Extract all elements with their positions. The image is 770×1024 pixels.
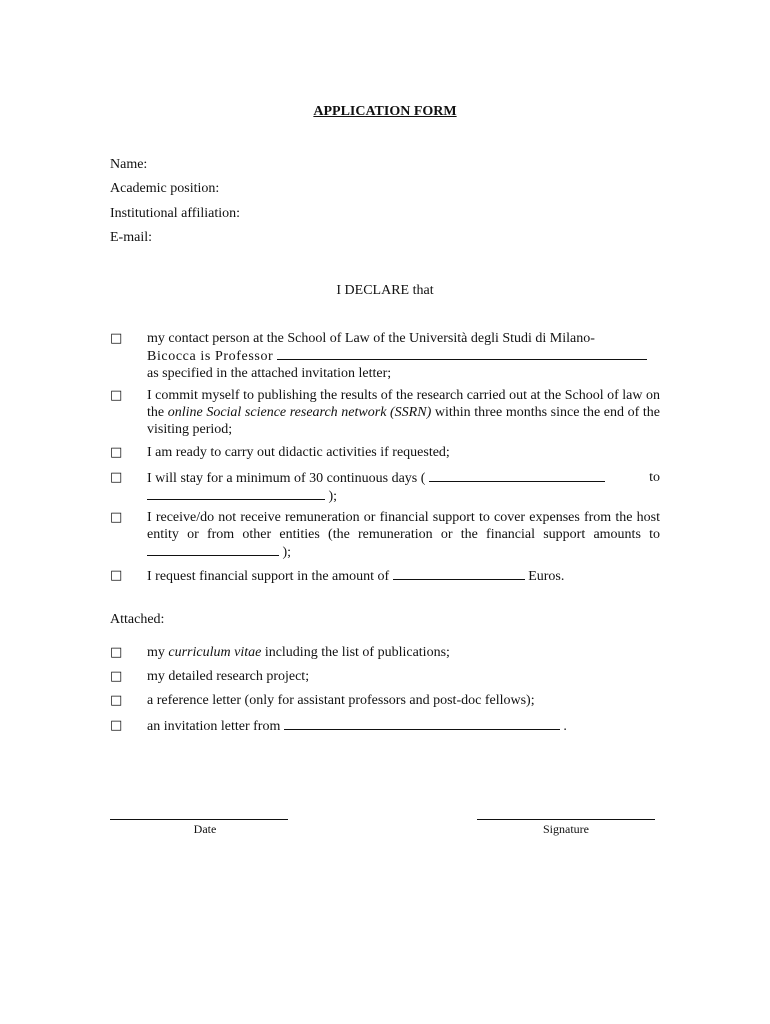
invitation-from-blank[interactable] <box>284 717 560 730</box>
stay-text-c: ); <box>328 489 338 504</box>
remuneration-amount-blank[interactable] <box>147 543 279 556</box>
institutional-affiliation-label: Institutional affiliation: <box>110 206 240 221</box>
remuneration-text-a: I receive/do not receive remuneration or financial support to cover expenses from the host entity or from other entities (the remuneration or the financial support amounts to <box>147 510 660 542</box>
reference-letter-text: a reference letter (only for assistant professors and post-doc fellows); <box>147 693 535 708</box>
ssrn-text-a: I commit myself to publishing the results of the research carried out at the School of law on the <box>147 388 660 420</box>
checkbox-reference-letter[interactable]: □ <box>110 693 123 708</box>
attached-heading: Attached: <box>110 612 165 627</box>
name-label: Name: <box>110 157 148 172</box>
cv-text-italic: curriculum vitae <box>168 645 262 660</box>
declare-heading: I DECLARE that <box>336 283 434 298</box>
checkbox-cv[interactable]: □ <box>110 645 123 660</box>
didactic-text: I am ready to carry out didactic activities if requested; <box>147 445 450 460</box>
stay-text-to: to <box>649 470 660 485</box>
checkbox-ssrn[interactable]: □ <box>110 388 123 403</box>
ssrn-text-italic: online Social science research network (SSRN) <box>167 405 432 420</box>
signature-line[interactable] <box>477 819 655 820</box>
date-label: Date <box>193 822 217 836</box>
financial-text-b: Euros. <box>528 569 565 584</box>
checkbox-stay[interactable]: □ <box>110 470 123 485</box>
checkbox-didactic[interactable]: □ <box>110 445 123 460</box>
date-line[interactable] <box>110 819 288 820</box>
checkbox-research-project[interactable]: □ <box>110 669 123 684</box>
checkbox-financial-support[interactable]: □ <box>110 568 123 583</box>
stay-from-blank[interactable] <box>429 469 605 482</box>
contact-line1: my contact person at the School of Law of the Università degli Studi di Milano- <box>147 331 595 346</box>
stay-text-a: I will stay for a minimum of 30 continuous days ( <box>147 471 426 486</box>
contact-line3: as specified in the attached invitation letter; <box>147 366 392 381</box>
research-project-text: my detailed research project; <box>147 669 310 684</box>
academic-position-label: Academic position: <box>110 181 220 196</box>
form-title: APPLICATION FORM <box>313 104 457 119</box>
remuneration-text-b: ); <box>282 545 292 560</box>
checkbox-remuneration[interactable]: □ <box>110 510 123 525</box>
contact-line2: Bicocca is Professor <box>147 349 274 364</box>
cv-text-b: including the list of publications; <box>261 645 450 660</box>
cv-text-a: my <box>147 645 169 660</box>
stay-to-blank[interactable] <box>147 487 325 500</box>
invitation-text-b: . <box>563 719 567 734</box>
email-label: E-mail: <box>110 230 152 245</box>
checkbox-invitation-letter[interactable]: □ <box>110 718 123 733</box>
financial-text-a: I request financial support in the amount of <box>147 569 390 584</box>
signature-label: Signature <box>543 822 589 836</box>
financial-amount-blank[interactable] <box>393 567 525 580</box>
ssrn-text-b: within three months since the end of the visiting period; <box>147 405 660 437</box>
checkbox-contact-person[interactable]: □ <box>110 331 123 346</box>
professor-blank[interactable] <box>277 347 647 360</box>
invitation-text-a: an invitation letter from <box>147 719 281 734</box>
